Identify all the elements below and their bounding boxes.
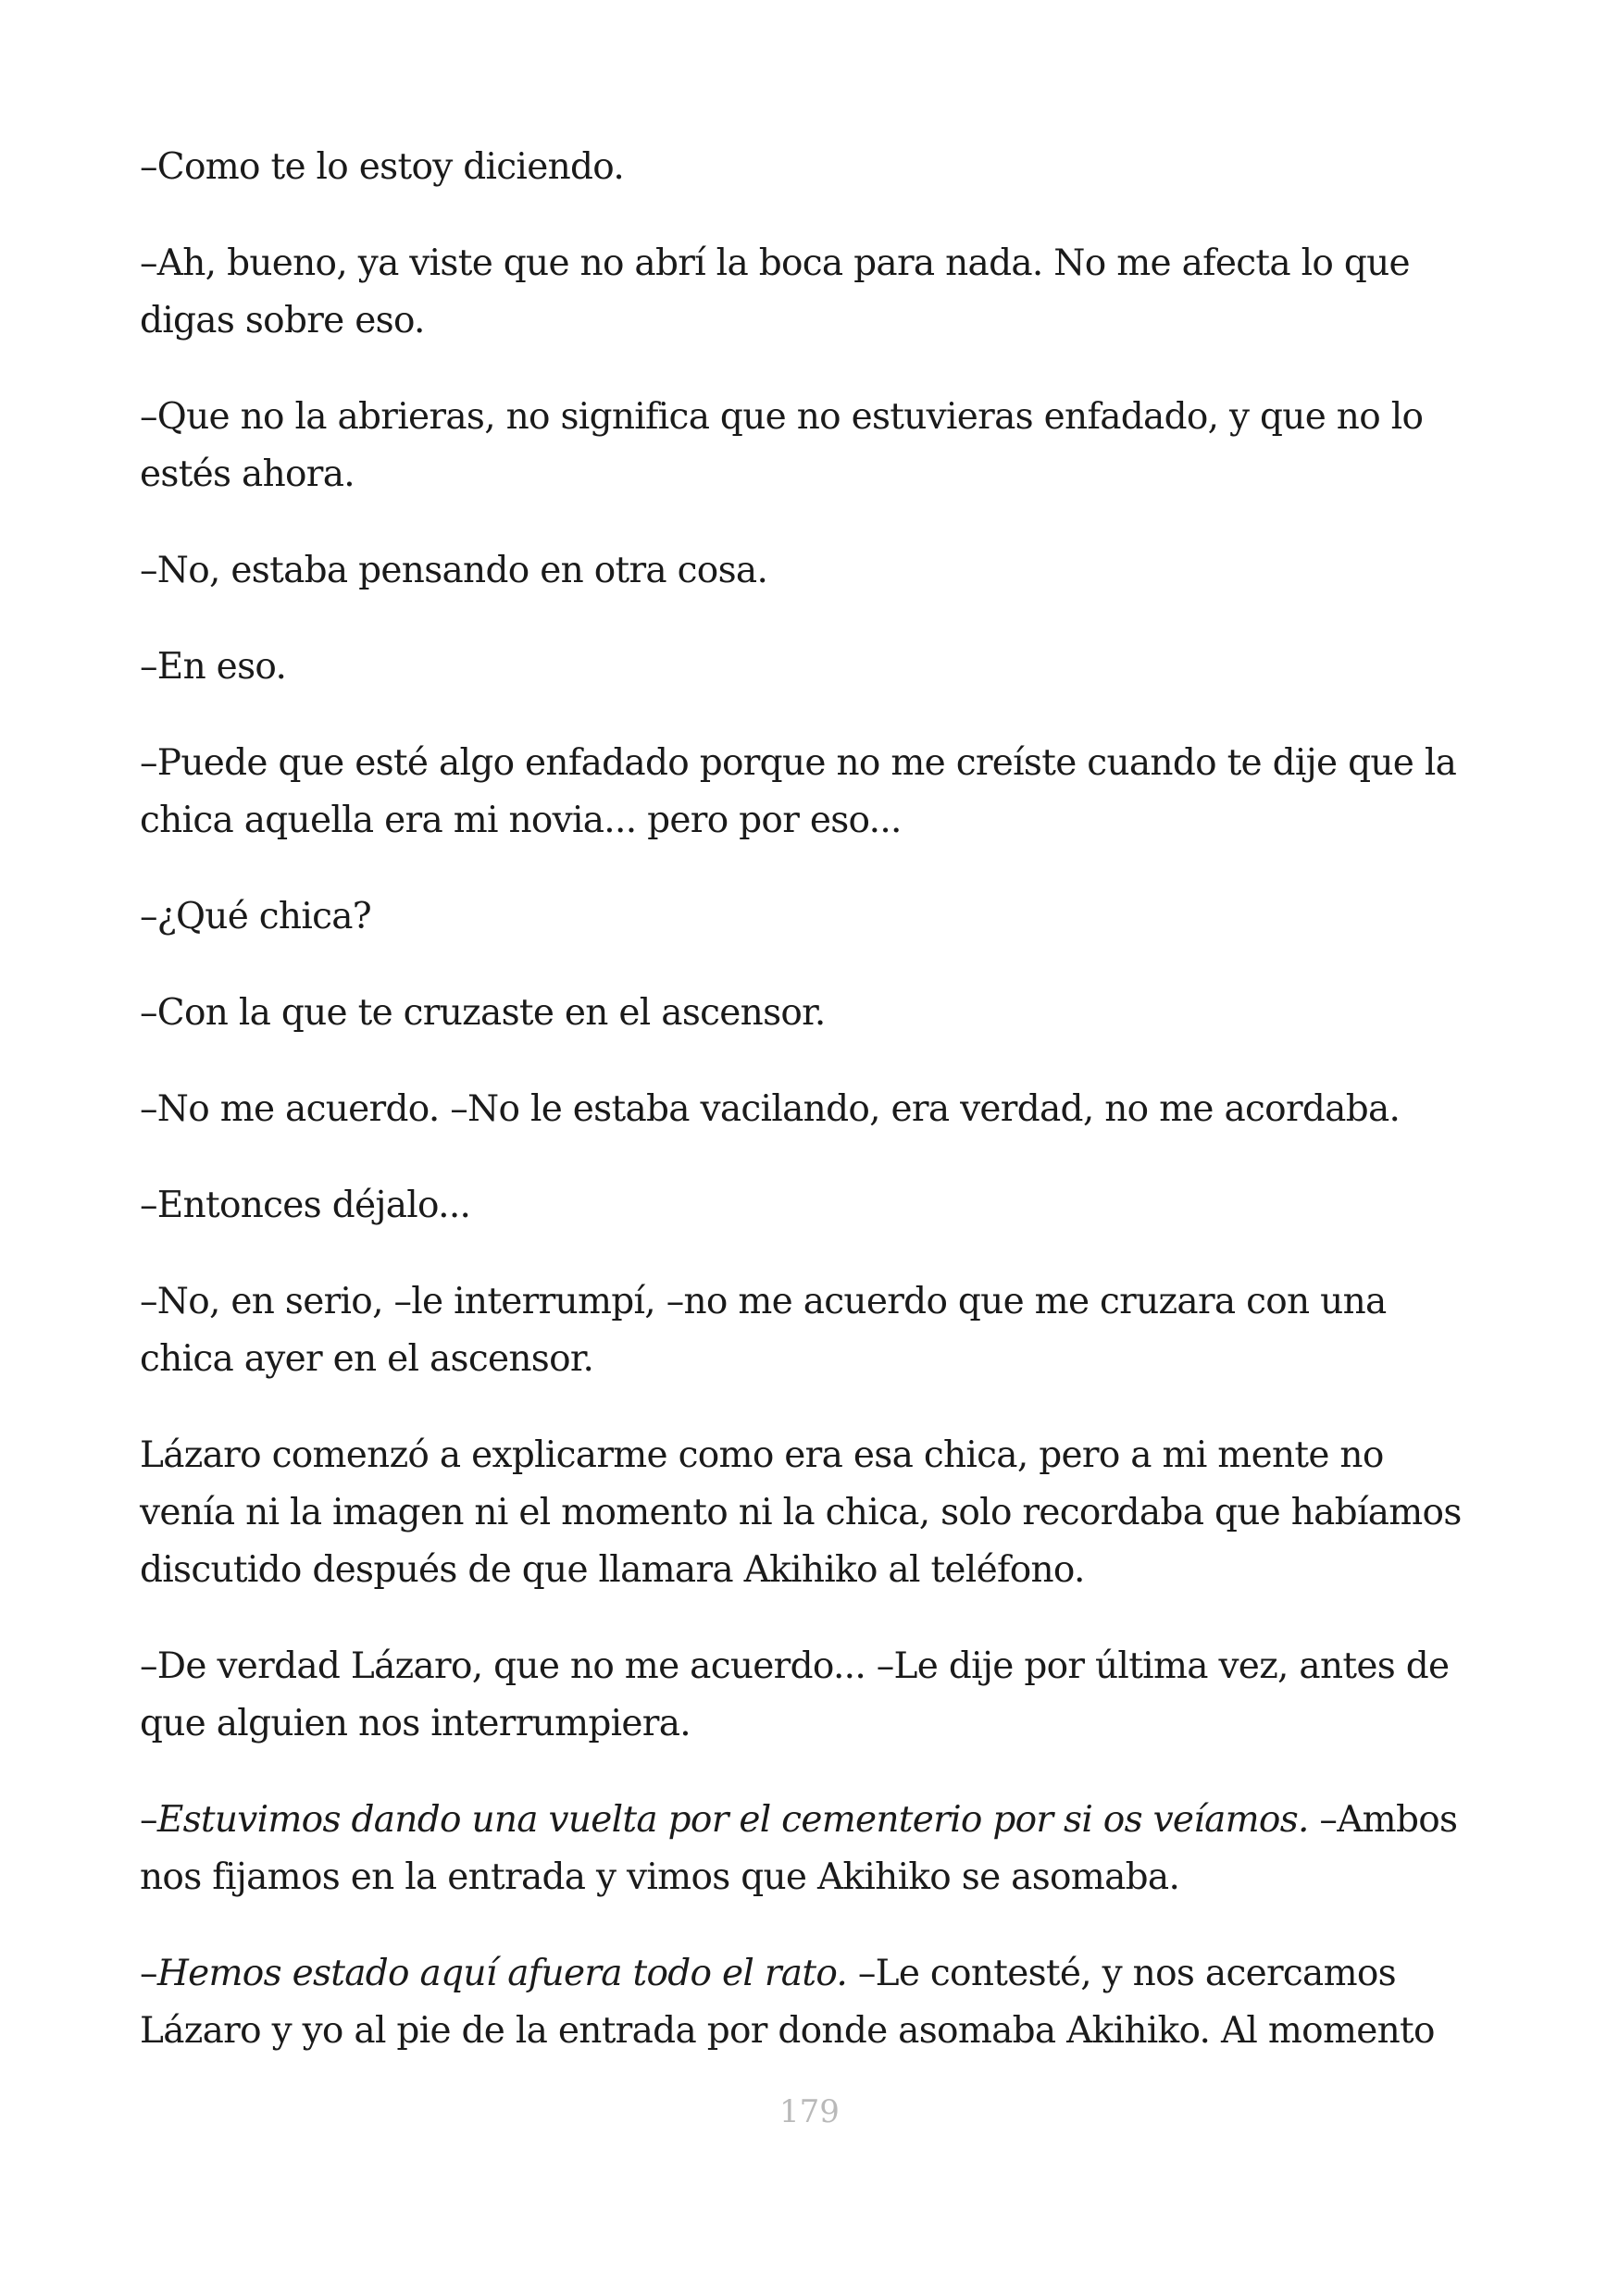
text-line: –Ah, bueno, ya viste que no abrí la boca para nada. No me afecta lo que [140,242,1410,284]
paragraph [140,139,1482,196]
text-line: –De verdad Lázaro, que no me acuerdo... –Le dije por última vez, antes de [140,1645,1450,1687]
text-line: venía ni la imagen ni el momento ni la chica, solo recordaba que habíamos [140,1492,1462,1533]
paragraph [140,1427,1482,1599]
page-number: 179 [779,2093,840,2130]
paragraph [140,1945,1482,2060]
paragraph [140,542,1482,600]
dialogue-dash: – [140,1799,157,1841]
narration-tail: –Ambos [1308,1799,1458,1841]
text-line: –No, estaba pensando en otra cosa. [140,550,768,591]
paragraph [140,985,1482,1042]
paragraph [140,1081,1482,1138]
text-line: chica ayer en el ascensor. [140,1338,594,1380]
italic-dialogue: Hemos estado aquí afuera todo el rato. [156,1953,848,1994]
text-line: chica aquella era mi novia... pero por eso... [140,800,902,841]
text-line: –En eso. [140,646,287,688]
text-line: discutido después de que llamara Akihiko al teléfono. [140,1549,1085,1591]
paragraph [140,235,1482,350]
paragraph [140,1273,1482,1388]
text-line: –No, en serio, –le interrumpí, –no me acuerdo que me cruzara con una [140,1281,1387,1322]
text-line: –Como te lo estoy diciendo. [140,146,625,188]
text-line: estés ahora. [140,453,355,495]
text-line: –Con la que te cruzaste en el ascensor. [140,992,826,1034]
paragraph [140,1792,1482,1906]
text-line: Lázaro y yo al pie de la entrada por donde asomaba Akihiko. Al momento [140,2010,1435,2052]
paragraph [140,888,1482,946]
text-line: –No me acuerdo. –No le estaba vacilando, era verdad, no me acordaba. [140,1088,1401,1130]
text-line: –Puede que esté algo enfadado porque no me creíste cuando te dije que la [140,742,1457,784]
dialogue-dash: – [140,1953,157,1994]
text-line: –¿Qué chica? [140,896,372,937]
paragraph [140,389,1482,503]
text-line: digas sobre eso. [140,300,425,341]
text-line: –Entonces déjalo... [140,1185,471,1226]
narration-tail: –Le contesté, y nos acercamos [847,1953,1396,1994]
paragraph [140,1638,1482,1753]
text-line: nos fijamos en la entrada y vimos que Akihiko se asomaba. [140,1856,1180,1898]
text-line: –Que no la abrieras, no significa que no estuvieras enfadado, y que no lo [140,396,1424,438]
text-line: que alguien nos interrumpiera. [140,1703,691,1744]
italic-dialogue: Estuvimos dando una vuelta por el cementerio por si os veíamos. [156,1799,1309,1841]
text-line [140,1945,1482,2003]
paragraph [140,1177,1482,1235]
paragraph [140,639,1482,696]
book-page-body [140,139,1482,2060]
text-line [140,1792,1482,1849]
text-line: Lázaro comenzó a explicarme como era esa chica, pero a mi mente no [140,1434,1384,1476]
paragraph [140,735,1482,850]
